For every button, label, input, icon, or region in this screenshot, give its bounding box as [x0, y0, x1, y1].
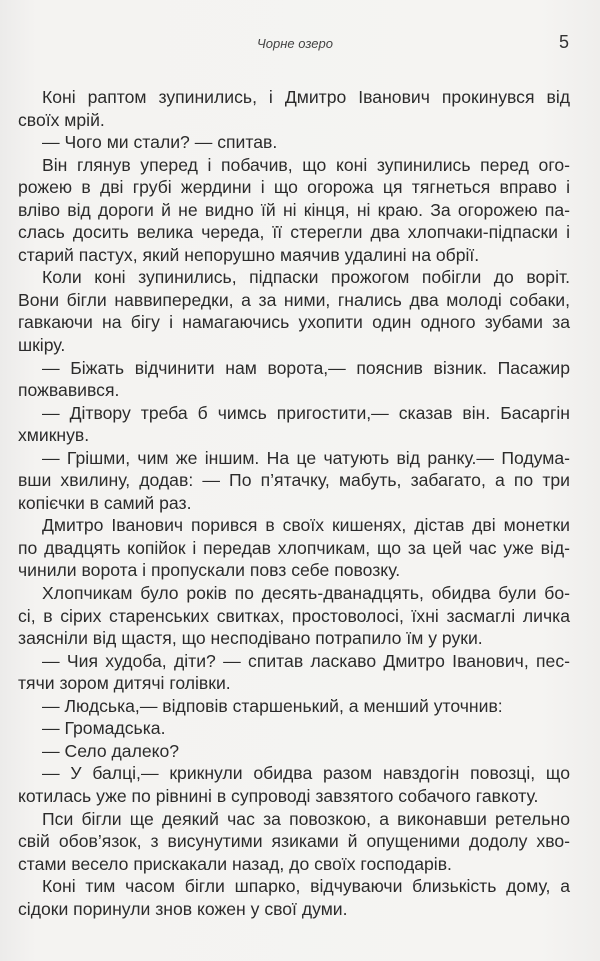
text-line: котилась уже по рівнині в супроводі завзятого собачого гавкоту. [18, 785, 539, 806]
text-line: — Громадська. [42, 718, 166, 739]
text-line: слась досить велика череда, її стерегли два хлопчаки-підпаски і [18, 222, 570, 243]
text-line: — Дітвору треба б чимсь пригостити,— сказав він. Басаргін [42, 402, 570, 423]
text-line: пожвавився. [18, 380, 120, 401]
text-line: Коні тим часом бігли шпарко, відчуваючи близькість дому, а [42, 876, 570, 897]
text-line: Коли коні зупинились, підпаски прожогом побігли до воріт. [42, 267, 570, 288]
text-line: свій обов’язок, з висунутими язиками й опущеними додолу хво- [18, 831, 570, 852]
running-head: Чорне озеро [257, 36, 333, 51]
text-line: — Село далеко? [42, 740, 180, 761]
paragraph [18, 357, 570, 402]
text-line: шкіру. [18, 335, 66, 356]
paragraph [18, 717, 570, 740]
text-line: хмикнув. [18, 425, 90, 446]
text-line: по двадцять копійок і передав хлопчикам, що за цей час уже від- [18, 537, 570, 558]
text-line: рожею в дві грубі жердини і що огорожа ця тягнеться вправо і [18, 177, 570, 198]
text-line: копієчки в самий раз. [18, 492, 192, 513]
paragraph [18, 582, 570, 650]
text-line: — Чия худоба, діти? — спитав ласкаво Дмитро Іванович, пес- [42, 650, 570, 671]
text-line: — Людська,— відповів старшенький, а менший уточнив: [42, 695, 503, 716]
paragraph [18, 650, 570, 695]
paragraph [18, 695, 570, 718]
paragraph [18, 514, 570, 582]
text-line: гавкаючи на бігу і намагаючись ухопити один одного зубами за [18, 312, 570, 333]
paragraph [18, 402, 570, 447]
text-line: — Чого ми стали? — спитав. [42, 132, 278, 153]
paragraph [18, 808, 570, 876]
text-line: вши хвилину, додав: — По п’ятачку, мабуть, забагато, а по три [18, 470, 570, 491]
text-line: тячи зором дитячі голівки. [18, 673, 231, 694]
text-line: Коні раптом зупинились, і Дмитро Іванович прокинувся від [42, 87, 570, 107]
text-line: сі, в сірих старенських свитках, простоволосі, їхні засмаглі личка [18, 605, 570, 626]
text-line: стами весело прискакали назад, до своїх господарів. [18, 853, 452, 874]
paragraph [18, 154, 570, 267]
text-line: сідоки поринули знов кожен у свої думи. [18, 898, 348, 919]
paragraph [18, 762, 570, 807]
text-line: Дмитро Іванович порився в своїх кишенях, дістав дві монетки [42, 515, 570, 536]
text-line: своїх мрій. [18, 109, 105, 130]
text-line: — Біжать відчинити нам ворота,— пояснив візник. Пасажир [42, 357, 570, 378]
text-line: Вони бігли наввипередки, а за ними, гнались два молоді собаки, [18, 289, 570, 310]
page-body [18, 86, 570, 920]
paragraph [18, 740, 570, 763]
paragraph [18, 875, 570, 920]
text-line: — Грішми, чим же іншим. На це чатують від ранку.— Подума- [42, 447, 570, 468]
paragraph [18, 266, 570, 356]
page-number: 5 [559, 32, 570, 52]
text-line: чинили ворота і пропускали повз себе повозку. [18, 560, 401, 581]
text-line: вліво від дороги й не видно їй ні кінця, ні краю. За огорожею па- [18, 199, 570, 220]
paragraph [18, 131, 570, 154]
text-line: Пси бігли ще деякий час за повозкою, а виконавши ретельно [42, 808, 570, 829]
paragraph [18, 447, 570, 515]
paragraph [18, 86, 570, 131]
text-line: Він глянув уперед і побачив, що коні зупинились перед ого- [42, 154, 570, 175]
text-line: Хлопчикам було років по десять-дванадцять, обидва були бо- [42, 583, 570, 604]
text-line: старий пастух, який непорушно маячив удалині на обрії. [18, 244, 480, 265]
text-line: заясніли від щастя, що несподівано потрапило їм у руки. [18, 628, 483, 649]
text-line: — У балці,— крикнули обидва разом навздогін повозці, що [42, 763, 570, 784]
